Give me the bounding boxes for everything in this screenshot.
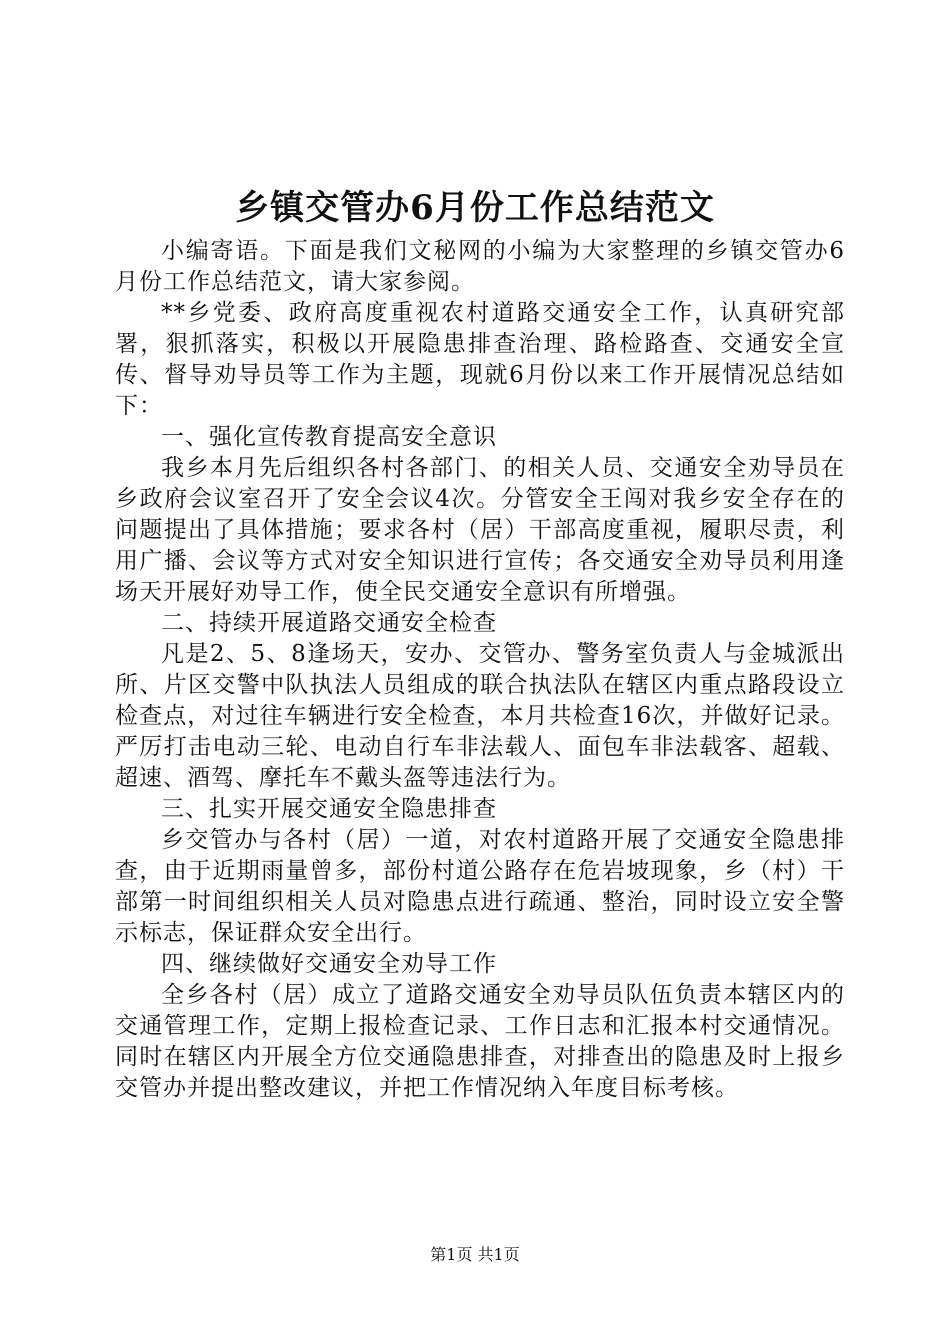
section-paragraph: 乡交管办与各村（居）一道，对农村道路开展了交通安全隐患排查，由于近期雨量曾多，部份村道公路存在危岩坡现象，乡（村）干部第一时间组织相关人员对隐患点进行疏通、整治，同时设立安全警示标志，保证群众安全出行。 — [115, 827, 845, 946]
section-paragraph: 全乡各村（居）成立了道路交通安全劝导员队伍负责本辖区内的交通管理工作，定期上报检查记录、工作日志和汇报本村交通情况。同时在辖区内开展全方位交通隐患排查，对排查出的隐患及时上报乡交管办并提出整改建议，并把工作情况纳入年度目标考核。 — [115, 982, 845, 1101]
section-paragraph: 我乡本月先后组织各村各部门、的相关人员、交通安全劝导员在乡政府会议室召开了安全会议4次。分管安全王闯对我乡安全存在的问题提出了具体措施；要求各村（居）干部高度重视，履职尽责，利用广播、会议等方式对安全知识进行宣传；各交通安全劝导员利用逢场天开展好劝导工作，使全民交通安全意识有所增强。 — [115, 455, 845, 605]
document-body — [115, 236, 845, 1104]
section-heading: 一、强化宣传教育提高安全意识 — [161, 424, 497, 450]
section-heading: 二、持续开展道路交通安全检查 — [161, 610, 497, 636]
document-title: 乡镇交管办6月份工作总结范文 — [235, 188, 715, 228]
section-heading: 四、继续做好交通安全劝导工作 — [161, 951, 497, 977]
opening-paragraph: **乡党委、政府高度重视农村道路交通安全工作，认真研究部署，狠抓落实，积极以开展隐患排查治理、路检路查、交通安全宣传、督导劝导员等工作为主题，现就6月份以来工作开展情况总结如下： — [115, 300, 845, 419]
page-footer: 第1页 共1页 — [430, 1245, 520, 1264]
section-heading: 三、扎实开展交通安全隐患排查 — [161, 796, 497, 822]
section-paragraph: 凡是2、5、8逢场天，安办、交管办、警务室负责人与金城派出所、片区交警中队执法人员组成的联合执法队在辖区内重点路段设立检查点，对过往车辆进行安全检查，本月共检查16次，并做好记录。严厉打击电动三轮、电动自行车非法载人、面包车非法载客、超载、超速、酒驾、摩托车不戴头盔等违法行为。 — [115, 641, 845, 791]
intro-paragraph: 小编寄语。下面是我们文秘网的小编为大家整理的乡镇交管办6月份工作总结范文，请大家参阅。 — [115, 238, 845, 295]
